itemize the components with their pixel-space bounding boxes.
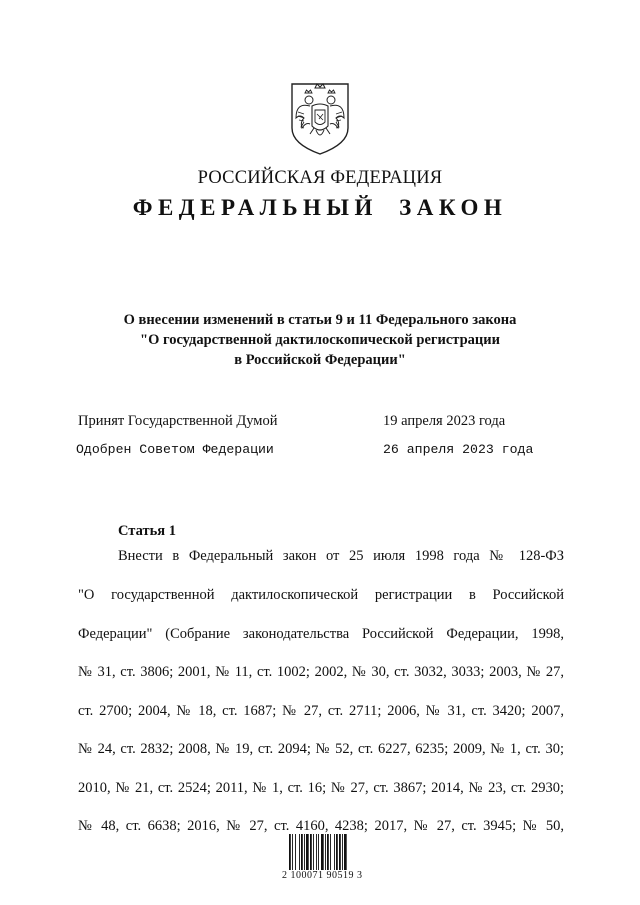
article-heading: Статья 1 xyxy=(118,523,176,539)
barcode xyxy=(288,834,366,870)
coat-of-arms-icon xyxy=(288,78,352,158)
body-line: Внести в Федеральный закон от 25 июля 1998 года № 128-ФЗ xyxy=(118,548,564,564)
document-type-heading: ФЕДЕРАЛЬНЫЙ ЗАКОН xyxy=(132,195,508,220)
duma-adoption-label: Принят Государственной Думой xyxy=(78,413,278,429)
body-line: № 24, ст. 2832; 2008, № 19, ст. 2094; № 52, ст. 6227, 6235; 2009, № 1, ст. 30; xyxy=(78,741,564,757)
law-title-line: в Российской Федерации" xyxy=(234,352,406,368)
council-approval-date: 26 апреля 2023 года xyxy=(383,442,534,457)
body-line: "О государственной дактилоскопической регистрации в Российской xyxy=(78,587,564,603)
council-approval-label: Одобрен Советом Федерации xyxy=(76,442,274,457)
body-line: 2010, № 21, ст. 2524; 2011, № 1, ст. 16; № 27, ст. 3867; 2014, № 23, ст. 2930; xyxy=(78,780,564,796)
body-line: ст. 2700; 2004, № 18, ст. 1687; № 27, ст. 2711; 2006, № 31, ст. 3420; 2007, xyxy=(78,703,564,719)
law-title-line: О внесении изменений в статьи 9 и 11 Федерального закона xyxy=(123,312,517,328)
body-line: № 48, ст. 6638; 2016, № 27, ст. 4160, 4238; 2017, № 27, ст. 3945; № 50, xyxy=(78,818,564,834)
barcode-number: 2 100071 90519 3 xyxy=(282,870,363,881)
country-name: РОССИЙСКАЯ ФЕДЕРАЦИЯ xyxy=(197,168,443,188)
duma-adoption-date: 19 апреля 2023 года xyxy=(383,413,506,429)
law-title-line: "О государственной дактилоскопической регистрации xyxy=(140,332,500,348)
body-line: Федерации" (Собрание законодательства Российской Федерации, 1998, xyxy=(78,626,564,642)
law-title xyxy=(80,310,560,370)
body-line: № 31, ст. 3806; 2001, № 11, ст. 1002; 2002, № 30, ст. 3032, 3033; 2003, № 27, xyxy=(78,664,564,680)
